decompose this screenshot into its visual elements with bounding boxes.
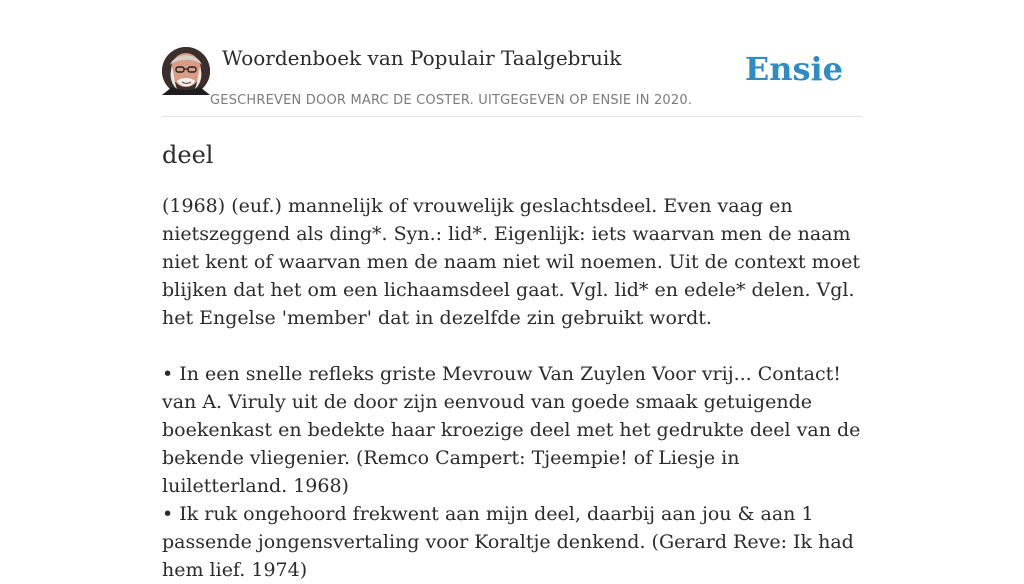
paragraph-spacer bbox=[162, 332, 862, 360]
entry-definition: (1968) (euf.) mannelijk of vrouwelijk geslachtsdeel. Even vaag en nietszeggend als ding*. Syn.: lid*. Eigenlijk: iets waarvan men de naam niet kent of waarvan men de naam niet wil noemen. Uit de context moet blijken dat het om een lichaamsdeel gaat. Vgl. lid* en edele* delen. Vgl. het Engelse 'member' dat in dezelfde zin gebruikt wordt. bbox=[162, 195, 860, 329]
site-header bbox=[162, 0, 862, 117]
dictionary-title[interactable]: Woordenboek van Populair Taalgebruik bbox=[222, 46, 622, 70]
entry-term: deel bbox=[162, 141, 214, 169]
example-quote: • Ik ruk ongehoord frekwent aan mijn deel, daarbij aan jou & aan 1 passende jongensvertaling voor Koraltje denkend. (Gerard Reve: Ik had hem lief. 1974) bbox=[162, 503, 854, 581]
ensie-logo-link[interactable]: Ensie bbox=[744, 50, 843, 88]
example-quote: • In een snelle refleks griste Mevrouw Van Zuylen Voor vrij... Contact! van A. Viruly uit de door zijn eenvoud van goede smaak getuigende boekenkast en bedekte haar kroezige deel met het gedrukte deel van de bekende vliegenier. (Remco Campert: Tjeempie! of Liesje in luiletterland. 1968) bbox=[162, 363, 861, 497]
entry-content bbox=[162, 192, 862, 584]
publication-byline: GESCHREVEN DOOR MARC DE COSTER. UITGEGEVEN OP ENSIE IN 2020. bbox=[210, 93, 693, 108]
author-avatar[interactable] bbox=[162, 47, 210, 95]
page bbox=[162, 0, 862, 581]
author-avatar-icon bbox=[162, 47, 210, 95]
